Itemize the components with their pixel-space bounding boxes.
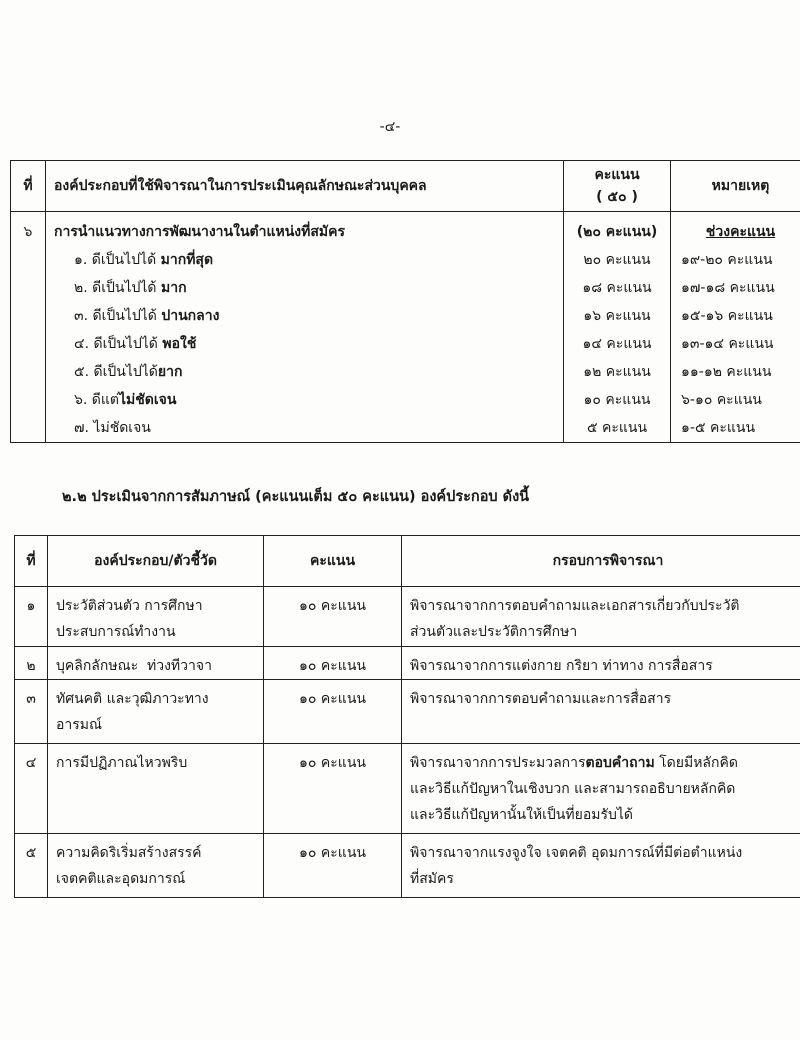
- table-row: [15, 680, 800, 744]
- score-cell: ๑๐ คะแนน: [264, 587, 402, 647]
- title-score: (๒๐ คะแนน): [576, 224, 658, 240]
- item-label: ๓. ดีเป็นไปได้: [74, 308, 162, 324]
- item-label: ๗. ไม่ชัดเจน: [74, 420, 151, 436]
- list-item: [54, 414, 563, 442]
- component-line: ทัศนคติ และวุฒิภาวะทาง: [56, 691, 209, 707]
- personal-attributes-table: [10, 160, 800, 443]
- criteria-line: พิจารณาจากการตอบคำถามและเอกสารเกี่ยวกับประวัติ: [410, 598, 740, 614]
- header-remark: หมายเหตุ: [671, 161, 800, 212]
- header-score: [564, 161, 671, 212]
- list-item: [54, 246, 563, 274]
- score-cell: ๑๐ คะแนน: [264, 744, 402, 834]
- section-heading: ๒.๒ ประเมินจากการสัมภาษณ์ (คะแนนเต็ม ๕๐ คะแนน) องค์ประกอบ ดังนี้: [62, 489, 530, 505]
- header-score-max: ( ๕๐ ): [596, 189, 638, 205]
- component-cell: [48, 647, 264, 680]
- item-score: ๕ คะแนน: [586, 420, 648, 436]
- criteria-text: โดยมีหลักคิด: [654, 755, 738, 771]
- item-score: ๑๖ คะแนน: [583, 308, 651, 324]
- criteria-cell: [402, 587, 800, 647]
- item-label: ๖. ดีแต่: [74, 392, 119, 408]
- criteria-line: [410, 750, 800, 776]
- criteria-line: ที่สมัคร: [410, 871, 454, 887]
- component-line: บุคลิกลักษณะ ท่วงทีวาจา: [56, 658, 212, 674]
- header-component: องค์ประกอบที่ใช้พิจารณาในการประเมินคุณลักษณะส่วนบุคคล: [46, 161, 564, 212]
- criteria-cell: [402, 680, 800, 744]
- item-score: ๑๘ คะแนน: [582, 280, 652, 296]
- criteria-line: และวิธีแก้ปัญหาในเชิงบวก และสามารถอธิบายหลักคิด: [410, 781, 736, 797]
- row-number: ๔: [15, 744, 48, 834]
- item-label-bold: ปานกลาง: [161, 308, 220, 324]
- table-row: [15, 587, 800, 647]
- score-cell: ๑๐ คะแนน: [264, 834, 402, 898]
- component-line: ประวัติส่วนตัว การศึกษา: [56, 598, 203, 614]
- table-row: [11, 212, 800, 443]
- list-item: [54, 330, 563, 358]
- item-label: ๔. ดีเป็นไปได้: [74, 336, 163, 352]
- item-label: ๑. ดีเป็นไปได้: [74, 252, 161, 268]
- header-score: คะแนน: [264, 536, 402, 587]
- score-range: ๑๑-๑๒ คะแนน: [681, 364, 772, 380]
- score-cell: ๑๐ คะแนน: [264, 680, 402, 744]
- score-range: ๑๕-๑๖ คะแนน: [681, 308, 773, 324]
- score-cell: [564, 212, 671, 443]
- row-number: ๓: [15, 680, 48, 744]
- page-number: -๔-: [379, 119, 401, 135]
- item-score: ๑๐ คะแนน: [583, 392, 651, 408]
- table-row: [15, 647, 800, 680]
- score-range: ๑๗-๑๘ คะแนน: [681, 280, 775, 296]
- score-range: ๑๓-๑๔ คะแนน: [681, 336, 774, 352]
- component-cell: [48, 680, 264, 744]
- item-score: ๑๔ คะแนน: [582, 336, 652, 352]
- criteria-cell: [402, 647, 800, 680]
- item-label-bold: ไม่ชัดเจน: [119, 392, 177, 408]
- component-cell: [46, 212, 564, 443]
- table-header-row: [11, 161, 800, 212]
- row-number: ๖: [23, 224, 33, 240]
- item-label: ๒. ดีเป็นไปได้: [74, 280, 161, 296]
- item-label-bold: มากที่สุด: [160, 252, 214, 268]
- interview-criteria-table: [14, 535, 800, 898]
- criteria-line: ส่วนตัวและประวัติการศึกษา: [410, 624, 578, 640]
- table-row: [15, 744, 800, 834]
- item-label: ๕. ดีเป็นไปได้: [74, 364, 158, 380]
- header-score-label: คะแนน: [594, 167, 640, 183]
- remark-cell: [671, 212, 800, 443]
- component-title: การนำแนวทางการพัฒนางานในตำแหน่งที่สมัคร: [54, 224, 346, 240]
- row-number: ๕: [15, 834, 48, 898]
- component-cell: [48, 587, 264, 647]
- criteria-line: พิจารณาจากแรงจูงใจ เจตคติ อุดมการณ์ที่มีต่อตำแหน่ง: [410, 845, 743, 861]
- list-item: [54, 386, 563, 414]
- criteria-line: พิจารณาจากการตอบคำถามและการสื่อสาร: [410, 691, 672, 707]
- score-range: ๑-๕ คะแนน: [681, 420, 756, 436]
- item-score: ๑๒ คะแนน: [583, 364, 651, 380]
- criteria-text: พิจารณาจากการประมวลการ: [410, 755, 586, 771]
- header-no: ที่: [11, 161, 46, 212]
- component-line: เจตคติและอุดมการณ์: [56, 871, 186, 887]
- criteria-line: และวิธีแก้ปัญหานั้นให้เป็นที่ยอมรับได้: [410, 807, 633, 823]
- row-number: ๑: [15, 587, 48, 647]
- table-row: [15, 834, 800, 898]
- table-header-row: [15, 536, 800, 587]
- header-component: องค์ประกอบ/ตัวชี้วัด: [48, 536, 264, 587]
- score-range: ๖-๑๐ คะแนน: [681, 392, 762, 408]
- item-label-bold: พอใช้: [162, 336, 197, 352]
- item-score: ๒๐ คะแนน: [583, 252, 651, 268]
- item-label-bold: มาก: [160, 280, 187, 296]
- row-number: ๒: [15, 647, 48, 680]
- list-item: [54, 274, 563, 302]
- criteria-line: พิจารณาจากการแต่งกาย กริยา ท่าทาง การสื่อสาร: [410, 658, 713, 674]
- component-line: การมีปฏิภาณไหวพริบ: [56, 755, 188, 771]
- item-label-bold: ยาก: [157, 364, 183, 380]
- score-cell: ๑๐ คะแนน: [264, 647, 402, 680]
- criteria-cell: [402, 834, 800, 898]
- component-line: ประสบการณ์ทำงาน: [56, 624, 176, 640]
- row-number-cell: [11, 212, 46, 443]
- score-range-title: ช่วงคะแนน: [705, 224, 776, 240]
- score-range: ๑๙-๒๐ คะแนน: [681, 252, 773, 268]
- criteria-cell: [402, 744, 800, 834]
- header-criteria: กรอบการพิจารณา: [402, 536, 800, 587]
- component-cell: [48, 834, 264, 898]
- component-line: อารมณ์: [56, 717, 103, 733]
- criteria-text-bold: ตอบคำถาม: [585, 755, 655, 771]
- list-item: [54, 358, 563, 386]
- component-cell: [48, 744, 264, 834]
- header-no: ที่: [15, 536, 48, 587]
- list-item: [54, 302, 563, 330]
- component-line: ความคิดริเริ่มสร้างสรรค์: [56, 845, 202, 861]
